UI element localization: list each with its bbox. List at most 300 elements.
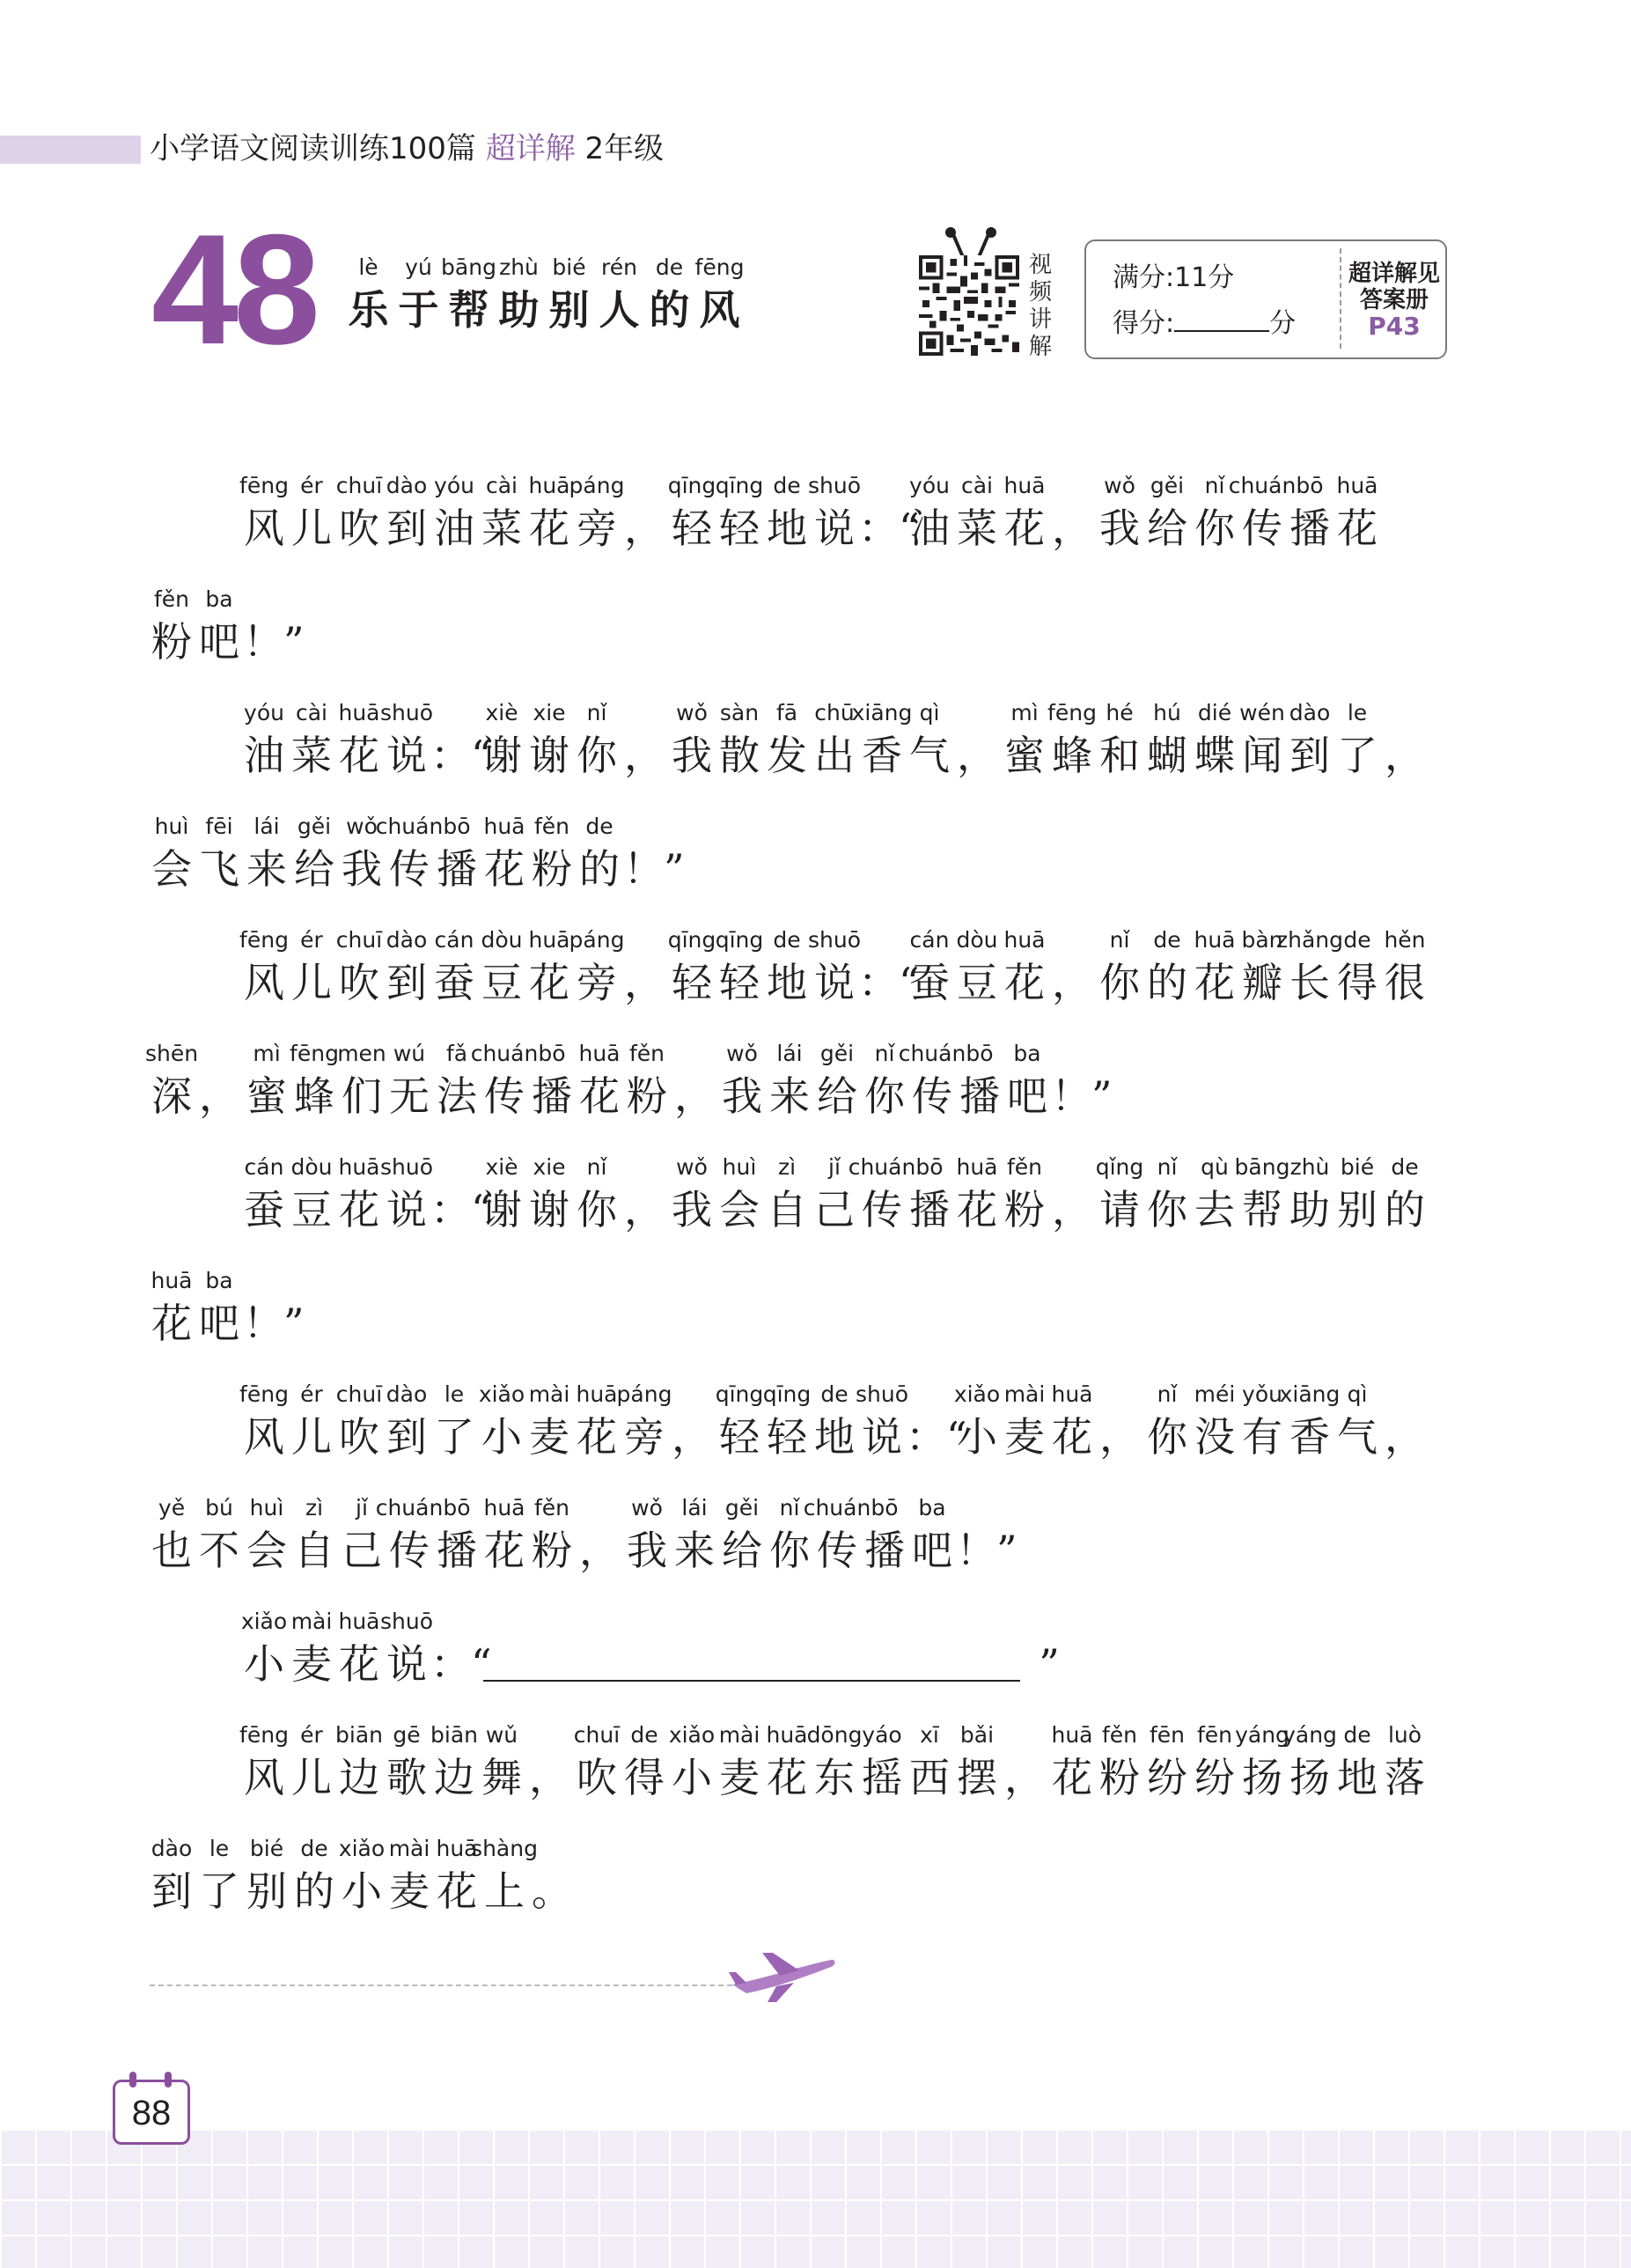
pinyin: nǐ — [779, 1495, 800, 1521]
char-cell — [386, 1833, 433, 1918]
punctuation — [1096, 1379, 1143, 1463]
hanzi: 蝶 — [1194, 732, 1235, 779]
hanzi: ， — [1099, 1413, 1140, 1461]
pinyin: zì — [777, 1154, 797, 1180]
char-cell — [471, 1833, 538, 1918]
pinyin: mài — [528, 1381, 570, 1407]
char-cell — [763, 1719, 811, 1804]
hanzi: 轻 — [719, 959, 760, 1006]
hanzi: 吧 — [912, 1527, 952, 1574]
hanzi: 给 — [294, 845, 334, 893]
hanzi: 油 — [244, 732, 284, 779]
hanzi: 粉 — [1004, 1186, 1045, 1233]
pinyin: fēn — [1149, 1722, 1186, 1748]
hanzi: 播 — [1289, 504, 1330, 552]
pinyin: xī — [920, 1722, 939, 1748]
pinyin: yě — [158, 1495, 186, 1521]
pinyin: wǒ — [1104, 473, 1135, 498]
char-cell — [1282, 1719, 1337, 1804]
pinyin: lái — [776, 1041, 803, 1066]
pinyin: huā — [956, 1154, 998, 1180]
pinyin: xiè — [485, 1154, 518, 1180]
char-cell — [243, 811, 290, 895]
char-cell — [148, 1265, 195, 1350]
hanzi: 纷 — [1147, 1754, 1187, 1801]
series-grade: 2年级 — [584, 131, 665, 166]
score-box — [1084, 239, 1447, 359]
hanzi: 很 — [1385, 959, 1425, 1006]
score-blank[interactable] — [1174, 304, 1269, 332]
passage-line — [148, 1833, 1468, 1947]
punctuation — [858, 924, 920, 1009]
title-hanzi: 风 — [699, 286, 740, 334]
hanzi: 舞 — [481, 1754, 522, 1801]
pinyin: fēng — [239, 1722, 289, 1748]
series-title — [150, 129, 664, 169]
char-cell — [763, 1379, 811, 1463]
hanzi: 吹 — [577, 1754, 617, 1801]
pinyin: wǒ — [726, 1041, 758, 1066]
hanzi: 发 — [767, 732, 807, 779]
score-divider — [1340, 248, 1341, 349]
pinyin: wǒ — [346, 814, 378, 839]
pinyin: qīng — [715, 1381, 764, 1407]
char-cell — [478, 697, 525, 782]
title-pinyin: lè — [358, 254, 378, 280]
pinyin: fā — [775, 700, 798, 725]
pinyin: chuī — [335, 473, 383, 498]
pinyin: páng — [616, 1381, 672, 1407]
pinyin: huā — [483, 814, 525, 839]
pinyin: ba — [205, 1268, 233, 1293]
pinyin: bō — [871, 1495, 899, 1521]
char-cell — [848, 1152, 916, 1236]
calendar-ring-icon — [165, 2072, 172, 2088]
passage-line — [148, 1606, 1468, 1719]
hanzi: 花 — [579, 1072, 620, 1120]
punctuation — [195, 1038, 243, 1123]
pinyin: bú — [205, 1495, 233, 1521]
hanzi: 说 — [814, 504, 855, 552]
punctuation — [1048, 470, 1096, 555]
hanzi: 扬 — [1242, 1754, 1282, 1801]
char-cell — [569, 924, 625, 1009]
char-cell — [1286, 470, 1333, 555]
punctuation — [621, 470, 668, 555]
char-cell — [335, 697, 383, 782]
hanzi: 给 — [722, 1527, 762, 1574]
hanzi: 麦 — [719, 1754, 760, 1801]
pinyin: yáng — [1235, 1722, 1289, 1748]
char-cell — [668, 924, 716, 1009]
hanzi: 播 — [437, 845, 477, 893]
char-cell — [766, 1038, 813, 1123]
hanzi: 说 — [386, 1640, 427, 1688]
hanzi: 我 — [342, 845, 382, 893]
char-cell — [808, 924, 862, 1009]
char-cell — [243, 1492, 290, 1577]
hanzi: 你 — [1194, 504, 1235, 552]
pinyin: shàng — [471, 1836, 538, 1861]
pinyin: bō — [966, 1041, 994, 1066]
pinyin: hěn — [1384, 927, 1426, 953]
passage-line — [148, 811, 1468, 924]
hanzi: 飞 — [199, 845, 239, 893]
char-cell — [383, 924, 430, 1009]
punctuation — [1025, 1606, 1073, 1690]
passage-line — [148, 584, 1468, 697]
char-cell — [1333, 1379, 1381, 1463]
pinyin: fěn — [1101, 1722, 1138, 1748]
punctuation — [1048, 1152, 1096, 1236]
title-hanzi: 助 — [498, 286, 540, 334]
pinyin: xiǎo — [240, 1609, 288, 1634]
hanzi: 长 — [1289, 959, 1330, 1006]
pinyin: xiǎo — [478, 1381, 525, 1407]
pinyin: ba — [1013, 1041, 1041, 1066]
hanzi: 说 — [386, 732, 427, 779]
hanzi: 会 — [719, 1186, 760, 1233]
punctuation — [668, 1379, 716, 1463]
hanzi: 无 — [389, 1072, 430, 1120]
char-cell — [763, 924, 811, 1009]
hanzi: 闻 — [1242, 732, 1282, 779]
char-cell — [1143, 1152, 1191, 1236]
hanzi: 吹 — [339, 959, 379, 1006]
pinyin: ba — [918, 1495, 946, 1521]
hanzi: ：“ — [430, 1186, 492, 1233]
char-cell — [1381, 1152, 1429, 1236]
pinyin: huā — [766, 1722, 808, 1748]
char-cell — [338, 1833, 386, 1918]
hanzi: 到 — [386, 1413, 427, 1461]
char-cell — [898, 1038, 966, 1123]
hanzi: 我 — [627, 1527, 667, 1574]
hanzi: 你 — [1099, 959, 1140, 1006]
char-cell — [1096, 1719, 1143, 1804]
pinyin: dào — [386, 927, 428, 953]
pinyin: dào — [151, 1836, 193, 1861]
pinyin: dōng — [806, 1722, 863, 1748]
char-cell — [144, 1038, 199, 1123]
hanzi: 风 — [244, 1413, 284, 1461]
hanzi: ， — [624, 732, 665, 779]
char-cell — [290, 1038, 338, 1123]
hanzi: 麦 — [291, 1640, 332, 1688]
char-cell — [856, 1379, 909, 1463]
hanzi: 豆 — [481, 959, 522, 1006]
char-cell — [668, 697, 716, 782]
hanzi: 瓣 — [1242, 959, 1282, 1006]
pinyin: ér — [300, 1381, 323, 1407]
qr-video-label — [1025, 252, 1056, 361]
hanzi: 有 — [1242, 1413, 1282, 1461]
hanzi: 儿 — [291, 504, 332, 552]
hanzi: ！” — [243, 618, 305, 666]
char-cell — [1191, 1379, 1238, 1463]
hanzi: 传 — [817, 1527, 857, 1574]
char-cell — [956, 1038, 1003, 1123]
char-cell — [383, 470, 430, 555]
hanzi: 传 — [862, 1186, 902, 1233]
char-cell — [481, 811, 528, 895]
pinyin: le — [209, 1836, 230, 1861]
char-cell — [335, 1379, 383, 1463]
title-char — [644, 252, 694, 336]
pinyin: chuī — [335, 1381, 383, 1407]
pinyin: fǎ — [445, 1041, 468, 1066]
hanzi: ！” — [243, 1300, 305, 1347]
pinyin: páng — [569, 473, 625, 498]
pinyin: mì — [1010, 700, 1039, 725]
hanzi: 也 — [151, 1527, 192, 1574]
hanzi: 麦 — [1004, 1413, 1045, 1461]
hanzi: 了 — [1337, 732, 1378, 779]
hanzi: 谢 — [481, 732, 522, 779]
pinyin: qǐng — [1095, 1154, 1144, 1180]
char-cell — [1191, 697, 1238, 782]
pinyin: chuán — [803, 1495, 871, 1521]
got-score-label: 得分: — [1113, 308, 1175, 339]
char-cell — [375, 811, 444, 895]
hanzi: 帮 — [1242, 1186, 1282, 1233]
char-cell — [430, 1379, 478, 1463]
hanzi: 边 — [434, 1754, 474, 1801]
pinyin: qì — [919, 700, 940, 725]
title-pinyin: bié — [552, 254, 586, 280]
full-score-value: 11分 — [1174, 262, 1235, 293]
hanzi: 花 — [1194, 959, 1235, 1006]
hanzi: 会 — [246, 1527, 287, 1574]
hanzi: 落 — [1385, 1754, 1425, 1801]
hanzi: 旁 — [624, 1413, 665, 1461]
char-cell — [478, 470, 525, 555]
footer-grid — [0, 2129, 1631, 2268]
char-cell — [1235, 1719, 1289, 1804]
char-cell — [195, 1265, 243, 1350]
hanzi: 花 — [1004, 959, 1045, 1006]
header-accent-bar — [0, 136, 141, 164]
pinyin: hé — [1106, 700, 1134, 725]
pinyin: cài — [960, 473, 993, 498]
calendar-ring-icon — [129, 2072, 136, 2088]
hanzi: 了 — [434, 1413, 474, 1461]
title-char — [393, 252, 444, 336]
passage-line — [148, 1379, 1468, 1492]
pinyin: shuō — [808, 473, 862, 498]
hanzi: 儿 — [291, 959, 332, 1006]
hanzi: 来 — [674, 1527, 715, 1574]
pinyin: wú — [393, 1041, 426, 1066]
char-cell — [1143, 1379, 1191, 1463]
pinyin: gěi — [724, 1495, 760, 1521]
hanzi: 花 — [1052, 1413, 1092, 1461]
punctuation — [525, 1719, 573, 1804]
hanzi: 豆 — [957, 959, 997, 1006]
hanzi: 旁 — [577, 959, 617, 1006]
hanzi: 旁 — [577, 504, 617, 552]
pinyin: le — [1347, 700, 1368, 725]
pinyin: dào — [386, 473, 428, 498]
char-cell — [335, 1606, 383, 1690]
hanzi: 得 — [624, 1754, 665, 1801]
char-cell — [623, 1038, 671, 1123]
hanzi: 上 — [484, 1867, 525, 1915]
hanzi: 小 — [342, 1867, 382, 1915]
pinyin: huā — [338, 1609, 380, 1634]
pinyin: yǒu — [1242, 1381, 1282, 1407]
hanzi: 蜂 — [294, 1072, 334, 1120]
hanzi: 你 — [769, 1527, 810, 1574]
char-cell — [288, 924, 335, 1009]
hanzi: 麦 — [389, 1867, 430, 1915]
pinyin: hú — [1153, 700, 1181, 725]
pinyin: bié — [1340, 1154, 1375, 1180]
title-char — [694, 252, 745, 336]
hanzi: 播 — [909, 1186, 950, 1233]
char-cell — [1048, 1379, 1096, 1463]
pinyin: bō — [915, 1154, 944, 1180]
char-cell — [573, 1379, 621, 1463]
pinyin: chuán — [1228, 473, 1297, 498]
passage-line — [148, 470, 1468, 584]
pinyin: fēng — [239, 473, 289, 498]
pinyin: méi — [1194, 1381, 1236, 1407]
hanzi: 花 — [1337, 504, 1378, 552]
hanzi: 了 — [199, 1867, 239, 1915]
char-cell — [528, 1038, 576, 1123]
char-cell — [763, 470, 811, 555]
pinyin: shuō — [856, 1381, 909, 1407]
page-number-badge — [113, 2080, 190, 2145]
char-cell — [243, 1833, 290, 1918]
hanzi: 气 — [909, 732, 950, 779]
char-cell — [1096, 470, 1143, 555]
char-cell — [240, 924, 288, 1009]
pinyin: shuō — [380, 700, 434, 725]
punctuation — [621, 924, 668, 1009]
char-cell — [380, 697, 434, 782]
hanzi: 深 — [151, 1072, 192, 1120]
hanzi: 花 — [529, 504, 569, 552]
hanzi: 蜜 — [246, 1072, 287, 1120]
char-cell — [1234, 1152, 1290, 1236]
passage-line — [148, 1152, 1468, 1265]
hanzi: 花 — [437, 1867, 477, 1915]
qr-label-char: 频 — [1028, 279, 1052, 306]
pinyin: chuī — [335, 927, 383, 953]
pinyin: cài — [485, 473, 518, 498]
hanzi: ， — [199, 1072, 239, 1120]
qr-code-icon[interactable] — [919, 255, 1019, 356]
char-cell — [1001, 924, 1048, 1009]
hanzi: 地 — [814, 1413, 855, 1461]
char-cell — [430, 470, 478, 555]
char-cell — [953, 470, 1001, 555]
pinyin: nǐ — [586, 1154, 607, 1180]
char-cell — [528, 811, 576, 895]
pinyin: yáng — [1282, 1722, 1337, 1748]
char-cell — [953, 1719, 1001, 1804]
pinyin: de — [820, 1381, 849, 1407]
char-cell — [763, 697, 811, 782]
hanzi: 别 — [1337, 1186, 1378, 1233]
pinyin: de — [1343, 1722, 1371, 1748]
title-hanzi: 于 — [398, 286, 439, 334]
hanzi: 风 — [244, 959, 284, 1006]
pinyin: dào — [386, 1381, 428, 1407]
char-cell — [1001, 1152, 1048, 1236]
char-cell — [195, 584, 243, 668]
hanzi: 边 — [339, 1754, 379, 1801]
char-cell — [525, 697, 573, 782]
hanzi: 地 — [767, 504, 807, 552]
hanzi: 你 — [1147, 1413, 1187, 1461]
hanzi: 传 — [912, 1072, 952, 1120]
passage-line — [144, 1038, 1468, 1152]
hanzi: 粉 — [1099, 1754, 1140, 1801]
char-cell — [288, 1379, 335, 1463]
char-cell — [1333, 924, 1381, 1009]
char-cell — [953, 1152, 1001, 1236]
char-cell — [195, 811, 243, 895]
hanzi: 吹 — [339, 504, 379, 552]
hanzi: 地 — [1337, 1754, 1378, 1801]
hanzi: 说 — [386, 1186, 427, 1233]
char-cell — [908, 1492, 956, 1577]
pinyin: fēng — [1047, 700, 1097, 725]
series-name: 小学语文阅读训练100篇 — [150, 131, 476, 166]
char-cell — [1238, 697, 1286, 782]
hanzi: 我 — [672, 732, 712, 779]
title-char — [594, 252, 644, 336]
passage — [144, 470, 1468, 1947]
char-cell — [240, 470, 288, 555]
hanzi: 说 — [862, 1413, 902, 1461]
lesson-title-row — [343, 252, 745, 336]
answer-reference — [1343, 261, 1445, 340]
pinyin: chuán — [898, 1041, 966, 1066]
pinyin: fěn — [533, 814, 570, 839]
pinyin: huā — [436, 1836, 478, 1861]
dashed-divider — [150, 1984, 741, 1986]
hanzi: 风 — [244, 1754, 284, 1801]
pinyin: gěi — [819, 1041, 855, 1066]
char-cell — [383, 1379, 430, 1463]
hanzi: 请 — [1099, 1186, 1140, 1233]
hanzi: 花 — [577, 1413, 617, 1461]
answer-blank-input[interactable] — [483, 1606, 1020, 1682]
hanzi: ！” — [1051, 1072, 1113, 1120]
char-cell — [906, 924, 953, 1009]
hanzi: 菜 — [481, 504, 522, 552]
char-cell — [1143, 1719, 1191, 1804]
hanzi: 蚕 — [244, 1186, 284, 1233]
hanzi: 轻 — [672, 504, 712, 552]
char-cell — [1333, 1152, 1381, 1236]
char-cell — [288, 1606, 335, 1690]
pinyin: huā — [1194, 927, 1236, 953]
char-cell — [335, 1152, 383, 1236]
hanzi: 来 — [769, 1072, 810, 1120]
pinyin: dào — [1289, 700, 1331, 725]
hanzi: ， — [1052, 959, 1092, 1006]
char-cell — [335, 924, 383, 1009]
hanzi: 得 — [1337, 959, 1378, 1006]
hanzi: 到 — [151, 1867, 192, 1915]
title-pinyin: bāng — [441, 254, 496, 280]
pinyin: wǒ — [676, 700, 708, 725]
